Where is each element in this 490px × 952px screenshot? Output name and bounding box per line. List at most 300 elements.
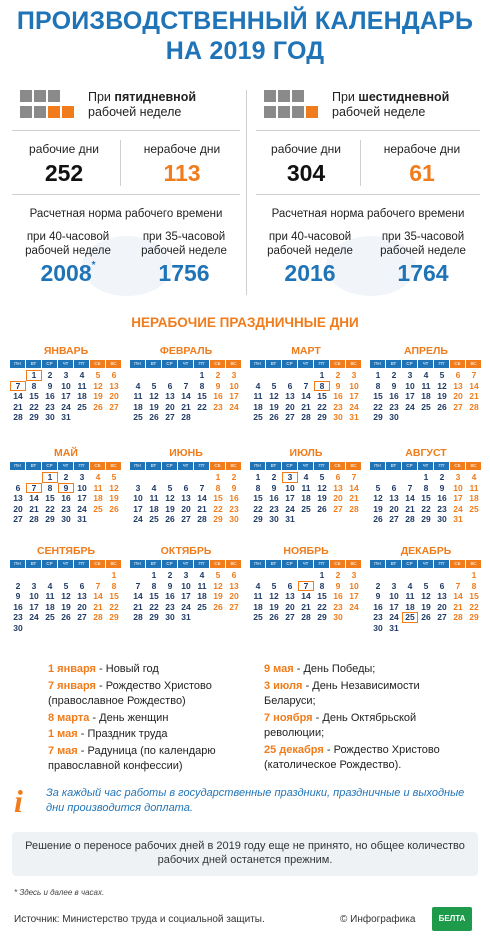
day: 8 — [423, 482, 429, 493]
day: 28 — [197, 514, 207, 524]
day: 9 — [47, 380, 53, 391]
day: 20 — [181, 503, 191, 514]
weekday-label: СР — [282, 360, 297, 368]
weekday-header — [250, 462, 362, 470]
day: 7 — [407, 482, 413, 493]
day: 16 — [333, 391, 343, 401]
weekday-label: ПН — [370, 462, 385, 470]
month-name: МАЙ — [54, 447, 78, 459]
weekday-label: ПН — [10, 560, 25, 568]
weekday-label: СР — [402, 560, 417, 568]
day: 30 — [229, 514, 239, 524]
day: 10 — [61, 380, 71, 391]
day: 3 — [407, 370, 413, 380]
weekday-label: ПТ — [434, 560, 449, 568]
day: 22 — [149, 601, 159, 612]
day: 15 — [317, 591, 327, 601]
day: 3 — [63, 370, 69, 380]
day: 4 — [423, 370, 429, 380]
day: 21 — [469, 391, 479, 401]
day: 28 — [349, 503, 359, 514]
day: 18 — [133, 401, 143, 412]
day: 15 — [213, 493, 223, 503]
h40-label: при 40-часовой рабочей неделе — [25, 231, 111, 257]
weekday-label: СР — [402, 462, 417, 470]
day: 10 — [405, 380, 415, 391]
day: 6 — [111, 370, 117, 380]
day: 9 — [167, 580, 173, 591]
weekday-header — [130, 360, 242, 368]
day: 10 — [349, 580, 359, 591]
weekday-label: ПТ — [314, 462, 329, 470]
info-text: За каждый час работы в государственные праздники, праздничные и выходные дни производится доплата. — [46, 787, 465, 814]
weekday-label: ВТ — [266, 462, 281, 470]
day: 23 — [333, 601, 343, 612]
day: 10 — [181, 580, 191, 591]
day: 16 — [45, 391, 55, 401]
holiday-day: 7 — [26, 483, 42, 494]
weekday-label: СР — [402, 360, 417, 368]
day: 5 — [215, 570, 221, 580]
day: 7 — [351, 472, 357, 482]
weekday-label: ВС — [226, 360, 241, 368]
day: 29 — [45, 514, 55, 524]
day: 10 — [133, 493, 143, 503]
copyright-text: © Инфографика — [340, 914, 416, 925]
day: 19 — [109, 493, 119, 503]
holiday-item — [48, 679, 253, 710]
day: 16 — [213, 391, 223, 401]
day: 31 — [181, 612, 191, 622]
h35-value: 1756 — [158, 260, 210, 286]
holiday-name: - День Октябрьской революции; — [264, 711, 417, 739]
day: 24 — [405, 401, 415, 412]
weekday-label: СБ — [90, 462, 105, 470]
day: 17 — [453, 493, 463, 503]
day: 8 — [375, 380, 381, 391]
day: 27 — [389, 514, 399, 524]
weekday-label: СБ — [450, 462, 465, 470]
day: 14 — [29, 493, 39, 503]
day: 3 — [135, 482, 141, 493]
weekday-label: СБ — [210, 360, 225, 368]
day: 7 — [183, 380, 189, 391]
day: 2 — [47, 370, 53, 380]
day: 10 — [285, 482, 295, 493]
day: 2 — [271, 472, 277, 482]
day: 2 — [439, 472, 445, 482]
day: 29 — [149, 612, 159, 622]
day: 11 — [149, 493, 159, 503]
day: 27 — [165, 412, 175, 422]
day: 14 — [405, 493, 415, 503]
weekday-label: СР — [162, 560, 177, 568]
day: 14 — [13, 391, 23, 401]
day: 1 — [471, 570, 477, 580]
weekday-label: СБ — [330, 360, 345, 368]
holiday-name: - День Победы; — [293, 663, 376, 675]
day: 12 — [61, 591, 71, 601]
holiday-item — [48, 744, 253, 775]
work-days-value: 252 — [44, 160, 84, 186]
day: 28 — [181, 412, 191, 422]
day: 11 — [77, 380, 87, 391]
day: 4 — [95, 472, 101, 482]
day: 28 — [453, 612, 463, 622]
weekday-label: СБ — [330, 462, 345, 470]
day: 21 — [13, 401, 23, 412]
weekday-label: ЧТ — [298, 560, 313, 568]
empty-cell — [250, 570, 266, 581]
empty-cell — [266, 370, 282, 381]
day: 26 — [317, 503, 327, 514]
five-day-week-icon — [20, 90, 80, 122]
day: 11 — [197, 580, 207, 591]
weekday-header — [370, 462, 482, 470]
day: 4 — [135, 380, 141, 391]
day: 18 — [149, 503, 159, 514]
day: 15 — [421, 493, 431, 503]
day: 25 — [93, 503, 103, 514]
day: 16 — [437, 493, 447, 503]
day: 16 — [373, 601, 383, 612]
weekday-label: ПН — [370, 360, 385, 368]
empty-cell — [434, 570, 450, 581]
day: 27 — [77, 612, 87, 622]
weekday-label: ЧТ — [418, 462, 433, 470]
h35-value: 1764 — [397, 260, 449, 286]
weekday-label: ВС — [466, 462, 481, 470]
day: 26 — [61, 612, 71, 622]
month-11 — [250, 544, 362, 623]
weekday-label: ПТ — [314, 360, 329, 368]
day: 22 — [317, 401, 327, 412]
day: 30 — [333, 412, 343, 422]
weekday-label: СР — [162, 360, 177, 368]
day: 13 — [181, 493, 191, 503]
day: 18 — [301, 493, 311, 503]
work-days-value: 304 — [286, 160, 326, 186]
five-day-caption: При пятидневной рабочей неделе — [88, 90, 197, 119]
day: 9 — [391, 380, 397, 391]
day: 6 — [287, 380, 293, 391]
weekday-label: ЧТ — [178, 360, 193, 368]
day: 19 — [149, 401, 159, 412]
month-name: ИЮЛЬ — [289, 447, 323, 459]
day: 3 — [391, 580, 397, 591]
day: 26 — [269, 412, 279, 422]
day: 23 — [333, 401, 343, 412]
day: 19 — [269, 401, 279, 412]
day: 27 — [285, 412, 295, 422]
holiday-date: 25 декабря — [264, 743, 324, 756]
day: 2 — [335, 570, 341, 580]
day: 27 — [13, 514, 23, 524]
day: 3 — [231, 370, 237, 380]
day: 15 — [469, 591, 479, 601]
day: 26 — [109, 503, 119, 514]
weekday-label: ПН — [370, 560, 385, 568]
empty-cell — [26, 472, 42, 483]
title-line1: ПРОИЗВОДСТВЕННЫЙ КАЛЕНДАРЬ — [16, 7, 474, 35]
holiday-date: 3 июля — [264, 679, 303, 692]
empty-cell — [282, 370, 298, 381]
day: 6 — [335, 472, 341, 482]
work-days-label: рабочие дни — [29, 142, 99, 156]
day: 13 — [229, 580, 239, 591]
day: 25 — [469, 503, 479, 514]
month-8 — [370, 446, 482, 525]
empty-cell — [146, 472, 162, 483]
day: 13 — [389, 493, 399, 503]
holiday-date: 8 марта — [48, 711, 90, 724]
day: 18 — [253, 401, 263, 412]
weekday-label: ВС — [106, 462, 121, 470]
holiday-day: 8 — [314, 381, 330, 392]
day: 16 — [269, 493, 279, 503]
day: 13 — [437, 591, 447, 601]
month-6 — [130, 446, 242, 525]
day: 11 — [405, 591, 415, 601]
day: 7 — [455, 580, 461, 591]
source-text: Источник: Министерство труда и социальной защиты. — [14, 914, 265, 925]
empty-cell — [386, 570, 402, 581]
day: 30 — [437, 514, 447, 524]
day: 10 — [453, 482, 463, 493]
day: 23 — [229, 503, 239, 514]
month-7 — [250, 446, 362, 525]
day: 8 — [31, 380, 37, 391]
day: 24 — [229, 401, 239, 412]
weekday-header — [370, 360, 482, 368]
day: 4 — [255, 380, 261, 391]
day: 30 — [13, 622, 23, 633]
holiday-day: 7 — [298, 581, 314, 592]
day: 8 — [199, 380, 205, 391]
day: 25 — [77, 401, 87, 412]
day: 28 — [301, 612, 311, 622]
day: 1 — [319, 370, 325, 380]
day: 3 — [183, 570, 189, 580]
weekday-label: ВС — [466, 360, 481, 368]
weekday-label: ВС — [226, 462, 241, 470]
weekday-label: ЧТ — [58, 360, 73, 368]
weekday-label: ПН — [250, 360, 265, 368]
day-grid — [370, 472, 482, 525]
day: 20 — [165, 401, 175, 412]
day: 18 — [93, 493, 103, 503]
day: 20 — [333, 493, 343, 503]
day: 11 — [253, 391, 263, 401]
day: 28 — [93, 612, 103, 622]
day: 22 — [317, 601, 327, 612]
day: 2 — [63, 472, 69, 482]
day: 30 — [333, 612, 343, 622]
weekday-label: ПТ — [74, 462, 89, 470]
day: 18 — [253, 601, 263, 612]
empty-cell — [298, 570, 314, 581]
divider — [256, 194, 480, 195]
day: 24 — [133, 514, 143, 524]
day: 18 — [421, 391, 431, 401]
day: 14 — [197, 493, 207, 503]
day: 12 — [165, 493, 175, 503]
holiday-item — [48, 662, 253, 678]
day: 20 — [389, 503, 399, 514]
day: 20 — [453, 391, 463, 401]
holiday-date: 7 мая — [48, 744, 78, 757]
day: 22 — [213, 503, 223, 514]
day: 22 — [373, 401, 383, 412]
day-grid — [250, 370, 362, 423]
day: 18 — [45, 601, 55, 612]
day: 12 — [437, 380, 447, 391]
weekday-header — [370, 560, 482, 568]
day: 25 — [133, 412, 143, 422]
day: 17 — [61, 391, 71, 401]
day: 28 — [133, 612, 143, 622]
day: 7 — [199, 482, 205, 493]
holiday-name: - Радуница (по календарю православной конфессии) — [48, 744, 216, 772]
holiday-date: 7 января — [48, 679, 96, 692]
weekday-label: ВС — [346, 462, 361, 470]
day: 6 — [455, 370, 461, 380]
empty-cell — [418, 570, 434, 581]
day: 17 — [181, 591, 191, 601]
six-day-week-panel — [256, 86, 486, 296]
day: 19 — [421, 601, 431, 612]
day: 20 — [285, 601, 295, 612]
h35-label: при 35-часовой рабочей неделе — [380, 231, 466, 257]
day: 2 — [231, 472, 237, 482]
day: 26 — [421, 612, 431, 622]
day: 5 — [111, 472, 117, 482]
day: 6 — [287, 580, 293, 591]
day: 5 — [439, 370, 445, 380]
weekday-header — [130, 462, 242, 470]
holiday-name: - День женщин — [89, 711, 169, 724]
day: 1 — [151, 570, 157, 580]
day: 5 — [271, 380, 277, 391]
day: 22 — [29, 401, 39, 412]
day: 5 — [167, 482, 173, 493]
day: 24 — [181, 601, 191, 612]
day: 14 — [301, 591, 311, 601]
day: 6 — [439, 580, 445, 591]
off-days-label: нерабоче дни — [143, 142, 221, 156]
day: 23 — [165, 601, 175, 612]
weekday-header — [10, 360, 122, 368]
day: 27 — [229, 601, 239, 612]
day: 28 — [301, 412, 311, 422]
belta-logo: БЕЛТА — [432, 907, 472, 931]
holiday-date: 1 января — [48, 663, 96, 675]
day: 1 — [255, 472, 261, 482]
divider — [120, 140, 121, 186]
weekday-label: ВТ — [146, 560, 161, 568]
weekday-label: СБ — [90, 360, 105, 368]
day: 5 — [319, 472, 325, 482]
day-grid — [130, 370, 242, 423]
day: 9 — [375, 591, 381, 601]
day: 29 — [469, 612, 479, 622]
day: 3 — [351, 370, 357, 380]
day: 4 — [471, 472, 477, 482]
weekday-label: СР — [282, 560, 297, 568]
day-grid — [10, 570, 122, 633]
day: 15 — [317, 391, 327, 401]
weekday-label: СР — [42, 560, 57, 568]
day: 15 — [197, 391, 207, 401]
month-name: ИЮНЬ — [169, 447, 203, 459]
weekday-header — [250, 560, 362, 568]
day: 23 — [13, 612, 23, 622]
weekday-label: ЧТ — [418, 360, 433, 368]
weekday-label: СБ — [450, 360, 465, 368]
day: 16 — [229, 493, 239, 503]
day: 19 — [317, 493, 327, 503]
day: 3 — [351, 570, 357, 580]
day: 12 — [373, 493, 383, 503]
day: 21 — [349, 493, 359, 503]
day: 29 — [213, 514, 223, 524]
section-divider — [246, 90, 247, 295]
weekday-label: ВТ — [146, 360, 161, 368]
weekday-label: СБ — [90, 560, 105, 568]
month-12 — [370, 544, 482, 633]
day: 5 — [151, 380, 157, 391]
empty-cell — [282, 570, 298, 581]
day: 21 — [301, 401, 311, 412]
empty-cell — [266, 570, 282, 581]
day: 13 — [285, 591, 295, 601]
day: 18 — [77, 391, 87, 401]
month-10 — [130, 544, 242, 623]
holiday-day: 3 — [282, 472, 298, 483]
day: 15 — [253, 493, 263, 503]
day: 1 — [111, 570, 117, 580]
holiday-date: 9 мая — [264, 663, 294, 675]
empty-cell — [10, 370, 26, 381]
weekday-label: ВС — [106, 560, 121, 568]
weekday-label: ПТ — [434, 462, 449, 470]
holiday-item — [264, 711, 474, 742]
day: 26 — [269, 612, 279, 622]
weekday-label: СБ — [330, 560, 345, 568]
day: 5 — [271, 580, 277, 591]
empty-cell — [90, 570, 106, 581]
day: 14 — [301, 391, 311, 401]
month-1 — [10, 344, 122, 423]
empty-cell — [402, 472, 418, 483]
day: 31 — [453, 514, 463, 524]
weekday-label: ВТ — [386, 462, 401, 470]
day: 31 — [77, 514, 87, 524]
day: 4 — [79, 370, 85, 380]
divider — [256, 130, 480, 131]
six-day-week-icon — [264, 90, 324, 122]
day: 25 — [45, 612, 55, 622]
weekday-label: ПТ — [194, 560, 209, 568]
day: 16 — [61, 493, 71, 503]
day: 17 — [77, 493, 87, 503]
day: 30 — [269, 514, 279, 524]
weekday-label: ПН — [10, 360, 25, 368]
day: 16 — [333, 591, 343, 601]
weekday-label: ЧТ — [58, 462, 73, 470]
empty-cell — [298, 370, 314, 381]
holiday-list-left — [48, 662, 253, 776]
